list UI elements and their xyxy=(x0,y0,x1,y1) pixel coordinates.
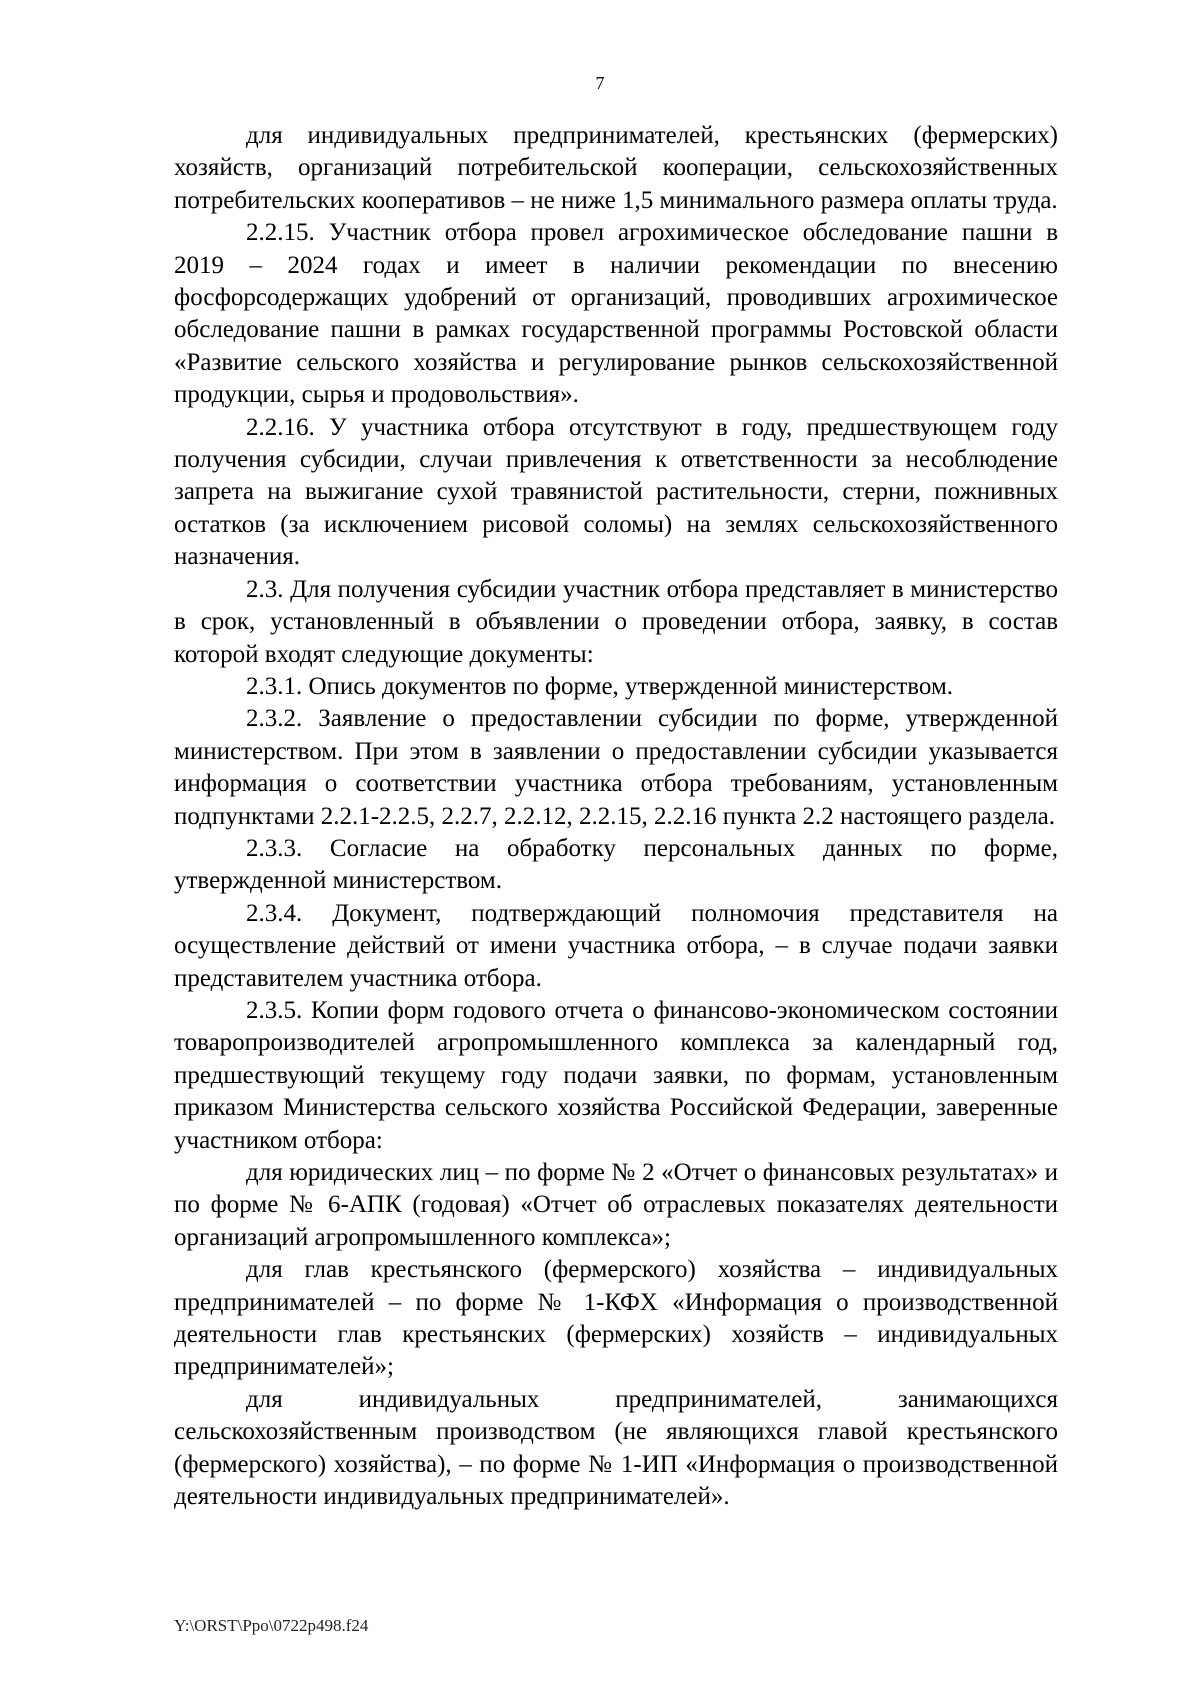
paragraph-2-3-4: 2.3.4. Документ, подтверждающий полномочия представителя на осуществление действий от имени участника отбора, – в случае подачи заявки представителем участника отбора. xyxy=(174,899,1058,992)
page-number: 7 xyxy=(595,73,605,93)
paragraph-2-3-1: 2.3.1. Опись документов по форме, утвержденной министерством. xyxy=(246,672,954,700)
paragraph-2-3-3: 2.3.3. Согласие на обработку персональных данных по форме, утвержденной министерством. xyxy=(174,834,1058,895)
paragraph-2-3: 2.3. Для получения субсидии участник отбора представляет в министерство в срок, установленный в объявлении о проведении отбора, заявку, в состав которой входят следующие документы: xyxy=(174,575,1058,668)
paragraph-individual-entrepreneurs: для индивидуальных предпринимателей, занимающихся сельскохозяйственным производством (не являющихся главой крестьянского (фермерского) хозяйства), – по форме № 1-ИП «Информация о производственной деятельности индивидуальных предпринимателей». xyxy=(174,1385,1058,1511)
paragraph-income-requirement: для индивидуальных предпринимателей, крестьянских (фермерских) хозяйств, организаций потребительской кооперации, сельскохозяйственных потребительских кооперативов – не ниже 1,5 минимального размера оплаты труда. xyxy=(174,122,1058,214)
document-body xyxy=(174,120,1058,1513)
paragraph-2-2-16: 2.2.16. У участника отбора отсутствуют в году, предшествующем году получения субсидии, случаи привлечения к ответственности за несоблюдение запрета на выжигание сухой травянистой растительности, стерни, пожнивных остатков (за исключением рисовой соломы) на землях сельскохозяйственного назначения. xyxy=(174,413,1058,571)
paragraph-legal-entities: для юридических лиц – по форме № 2 «Отчет о финансовых результатах» и по форме № 6-АПК (годовая) «Отчет об отраслевых показателях деятельности организаций агропромышленного комплекса»; xyxy=(174,1159,1058,1251)
paragraph-2-2-15: 2.2.15. Участник отбора провел агрохимическое обследование пашни в 2019 – 2024 годах и имеет в наличии рекомендации по внесению фосфорсодержащих удобрений от организаций, проводивших агрохимическое обследование пашни в рамках государственной программы Ростовской области «Развитие сельского хозяйства и регулирование рынков сельскохозяйственной продукции, сырья и продовольствия». xyxy=(174,219,1058,409)
paragraph-2-3-2: 2.3.2. Заявление о предоставлении субсидии по форме, утвержденной министерством. При этом в заявлении о предоставлении субсидии указывается информация о соответствии участника отбора требованиям, установленным подпунктами 2.2.1-2.2.5, 2.2.7, 2.2.12, 2.2.15, 2.2.16 пункта 2.2 настоящего раздела. xyxy=(174,705,1058,830)
paragraph-farm-heads: для глав крестьянского (фермерского) хозяйства – индивидуальных предпринимателей – по форме № 1-КФХ «Информация о производственной деятельности глав крестьянских (фермерских) хозяйств – индивидуальных предпринимателей»; xyxy=(174,1256,1058,1381)
footer-file-path: Y:\ORST\Ppo\0722p498.f24 xyxy=(174,1616,369,1635)
paragraph-2-3-5: 2.3.5. Копии форм годового отчета о финансово-экономическом состоянии товаропроизводителей агропромышленного комплекса за календарный год, предшествующий текущему году подачи заявки, по формам, установленным приказом Министерства сельского хозяйства Российской Федерации, заверенные участником отбора: xyxy=(174,996,1058,1154)
